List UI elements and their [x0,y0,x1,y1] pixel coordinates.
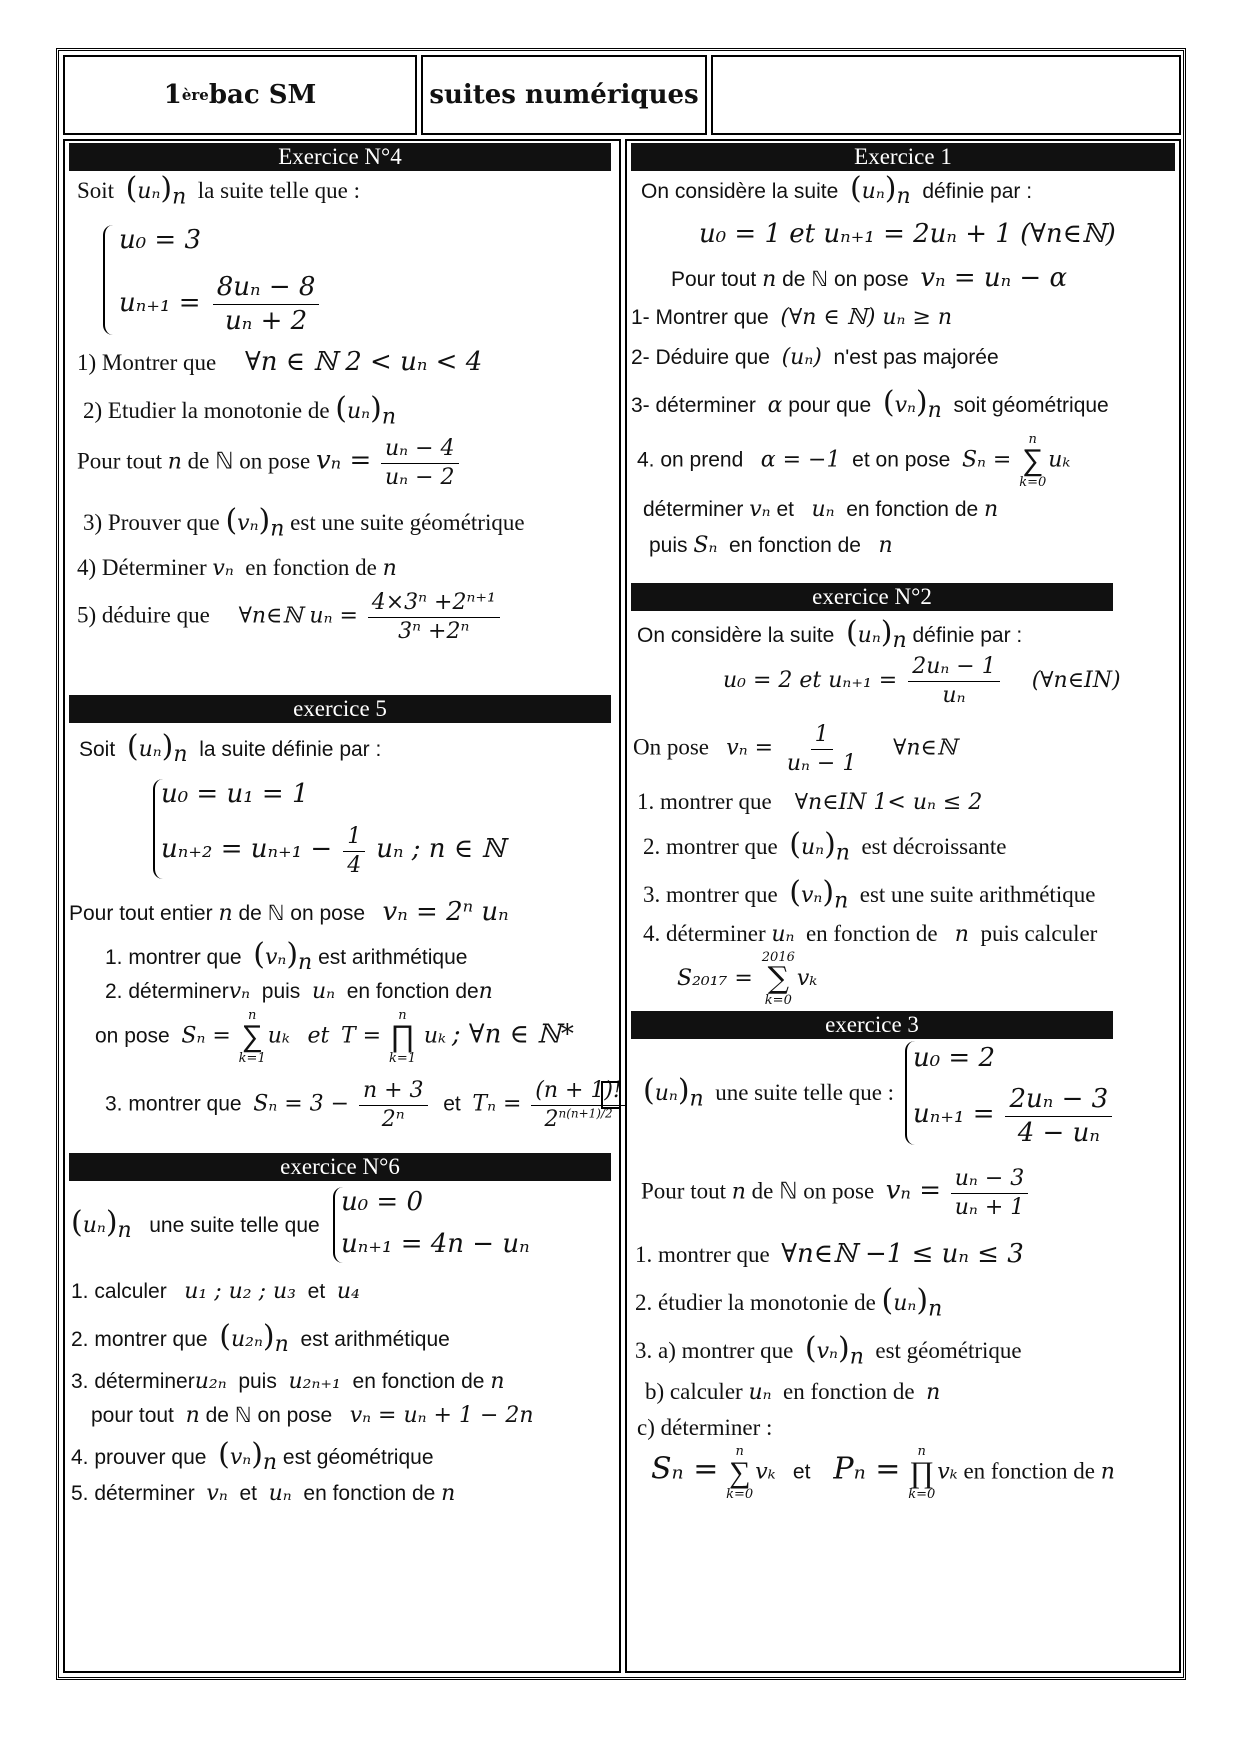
ex2-def: u₀ = 2 et uₙ₊₁ = $\frac{\text{2uₙ − 1}}{\text{uₙ}}$ (∀n∈IN) [723,654,1121,708]
ex5-q2: 2. déterminervₙ puis uₙ en fonction den [105,979,493,1004]
ex3-intro: $(u_n)_n$ une suite telle que : [643,1073,895,1112]
ex5-q3: 3. montrer que Sₙ = 3 − $\frac{n + 3}{\text{2ⁿ}}$ et Tₙ = $\frac{(n + 1)!}{2^{n(n+1)/2}}$ [105,1077,630,1133]
ex2-pose: On pose vₙ = $\frac{1}{\text{uₙ − 1}}$ ∀n∈ℕ [633,722,957,776]
ex3-q3c: c) déterminer : [637,1415,773,1440]
sigma-operator: n ∑ k=0 [1019,432,1047,490]
ex3-q2: 2. étudier la monotonie de $(u_n)_n$ [635,1283,943,1322]
ex5-q1: 1. montrer que $(v_n)_n$ est arithmétique [105,937,468,976]
ex6-q2: 2. montrer que $(u_{2n})_n$ est arithmétique [71,1319,450,1358]
ex5-pose: Pour tout entier n de ℕ on pose vₙ = 2ⁿ uₙ [69,897,509,927]
ex4-pose: Pour tout n de ℕ on pose vₙ = $\frac{\text{uₙ − 4}}{\text{uₙ − 2}}$ [77,435,463,491]
ex4-def-u0: u₀ = 3 [119,225,202,255]
ex4-brace [103,225,115,335]
ex6-pose: pour tout n de ℕ on pose vₙ = uₙ + 1 − 2n [91,1403,534,1428]
ex4-def-fraction: $\frac{\text{8uₙ − 8}}{\text{uₙ + 2}}$ [213,271,320,337]
ex3-pose-fraction: $\frac{\text{uₙ − 3}}{\text{uₙ + 1}}$ [951,1165,1029,1221]
ex3-sums: Sₙ = n ∑ k=0 vₖ et Pₙ = n ∏ k=0 vₖ en fonction de n [651,1444,1115,1502]
ex3-def-recurrence: uₙ₊₁ = $\frac{\text{2uₙ − 3}}{\text{4 − uₙ}}$ [913,1083,1116,1149]
ex4-q3: 3) Prouver que $(v_n)_n$ est une suite géométrique [83,503,525,542]
ex4-q2: 2) Etudier la monotonie de $(u_n)_n$ [83,391,396,430]
ex2-pose-fraction: $\frac{1}{\text{uₙ − 1}}$ [786,722,857,776]
ex3-def-fraction: $\frac{\text{2uₙ − 3}}{\text{4 − uₙ}}$ [1005,1083,1112,1149]
ex1-pose: Pour tout n de ℕ on pose vₙ = uₙ − α [671,263,1068,293]
exercise-1-title: Exercice 1 [631,143,1175,171]
level-label: bac SM [208,80,317,110]
ex4-q5-fraction: $\frac{\text{4×3ⁿ +2ⁿ⁺¹}}{\text{3ⁿ +2ⁿ}}$ [368,589,500,645]
ex2-intro: On considère la suite $(u_n)_n$ définie par : [637,615,1023,654]
ex6-def-u0: u₀ = 0 [341,1187,424,1217]
level-superscript: ère [181,86,209,104]
ex5-intro: Soit $(u_n)_n$ la suite définie par : [79,729,382,768]
ex1-intro: On considère la suite $(u_n)_n$ définie par : [641,171,1033,210]
ex6-q3: 3. détermineru₂ₙ puis u₂ₙ₊₁ en fonction de n [71,1369,505,1394]
ex1-q3: 3- déterminer α pour que $(v_n)_n$ soit géométrique [631,385,1109,424]
ex4-q1: 1) Montrer que ∀n ∈ ℕ 2 < uₙ < 4 [77,347,483,377]
ex1-q4-d: puis Sₙ en fonction de n [649,533,893,558]
ex2-sum: S₂₀₁₇ = 2016 ∑ k=0 vₖ [677,950,818,1008]
page-frame [56,48,1186,1680]
stray-box [601,1081,621,1109]
ex6-q5: 5. déterminer vₙ et uₙ en fonction de n [71,1481,456,1506]
exercise-3-title: exercice 3 [631,1011,1113,1039]
ex3-def-u0: u₀ = 2 [913,1043,996,1073]
level-number: 1 [163,80,182,110]
ex3-q1: 1. montrer que ∀n∈ℕ −1 ≤ uₙ ≤ 3 [635,1239,1024,1269]
ex5-q3-fraction-t: $\frac{(n + 1)!}{2^{n(n+1)/2}}$ [531,1077,626,1133]
exercise-4-title: Exercice N°4 [69,143,611,171]
ex1-def: u₀ = 1 et uₙ₊₁ = 2uₙ + 1 (∀n∈ℕ) [699,219,1116,249]
ex4-q5: 5) déduire que ∀n∈ℕ uₙ = $\frac{\text{4×3ⁿ +2ⁿ⁺¹}}{\text{3ⁿ +2ⁿ}}$ [77,589,504,645]
ex2-q2: 2. montrer que $(u_n)_n$ est décroissante [643,827,1007,866]
right-column [625,139,1181,1673]
product-operator: n ∏ k=1 [388,1008,416,1066]
ex6-q4: 4. prouver que $(v_n)_n$ est géométrique [71,1437,434,1476]
ex6-intro: $(u_n)_n$ une suite telle que [71,1205,320,1244]
ex1-q4-c: déterminer vₙ et uₙ en fonction de n [643,497,999,522]
ex3-pose: Pour tout n de ℕ on pose vₙ = $\frac{\text{uₙ − 3}}{\text{uₙ + 1}}$ [641,1165,1032,1221]
ex1-q4: 4. on prend α = −1 et on pose Sₙ = n ∑ k=0 uₖ [637,432,1071,490]
sigma-operator: n ∑ k=0 [726,1444,754,1502]
ex2-def-fraction: $\frac{\text{2uₙ − 1}}{\text{uₙ}}$ [908,653,1000,709]
ex6-q1: 1. calculer u₁ ; u₂ ; u₃ et u₄ [71,1279,360,1304]
exercise-2-title: exercice N°2 [631,583,1113,611]
ex3-q3b: b) calculer uₙ en fonction de n [645,1379,941,1405]
left-column [63,139,621,1673]
ex4-q4: 4) Déterminer vₙ en fonction de n [77,555,397,581]
header-title [421,55,707,135]
sigma-operator: 2016 ∑ k=0 [761,950,795,1008]
ex5-sums: on pose Sₙ = n ∑ k=1 uₖ et T = n ∏ k=1 uₖ ; ∀n ∈ ℕ* [95,1008,574,1066]
ex4-pose-fraction: $\frac{\text{uₙ − 4}}{\text{uₙ − 2}}$ [381,435,459,491]
ex2-q3: 3. montrer que $(v_n)_n$ est une suite arithmétique [643,875,1096,914]
ex5-q3-fraction-s: $\frac{n + 3}{\text{2ⁿ}}$ [359,1077,428,1133]
ex1-q1: 1- Montrer que (∀n ∈ ℕ) uₙ ≥ n [631,305,953,330]
ex2-q4: 4. déterminer uₙ en fonction de n puis calculer [643,921,1098,947]
sigma-operator: n ∑ k=1 [238,1008,266,1066]
ex5-def-fraction: $\frac{1}{4}$ [343,823,365,879]
ex2-q1: 1. montrer que ∀n∈IN 1< uₙ ≤ 2 [637,789,983,815]
page-title: suites numériques [429,80,699,110]
exercise-5-title: exercice 5 [69,695,611,723]
exercise-6-title: exercice N°6 [69,1153,611,1181]
ex5-def-recurrence: uₙ₊₂ = uₙ₊₁ − $\frac{1}{4}$ uₙ ; n ∈ ℕ [161,824,506,878]
ex4-def-recurrence: uₙ₊₁ = $\frac{\text{8uₙ − 8}}{\text{uₙ + 2}}$ [119,271,323,337]
ex4-intro: Soit $(u_n)_n$ la suite telle que : [77,171,361,210]
ex1-q2: 2- Déduire que (uₙ) n'est pas majorée [631,345,999,370]
header-empty [711,55,1181,135]
product-operator: n ∏ k=0 [908,1444,936,1502]
ex3-q3a: 3. a) montrer que $(v_n)_n$ est géométrique [635,1331,1022,1370]
ex5-def-u0: u₀ = u₁ = 1 [161,779,309,809]
ex6-def-recurrence: uₙ₊₁ = 4n − uₙ [341,1229,530,1259]
header-level [63,55,417,135]
